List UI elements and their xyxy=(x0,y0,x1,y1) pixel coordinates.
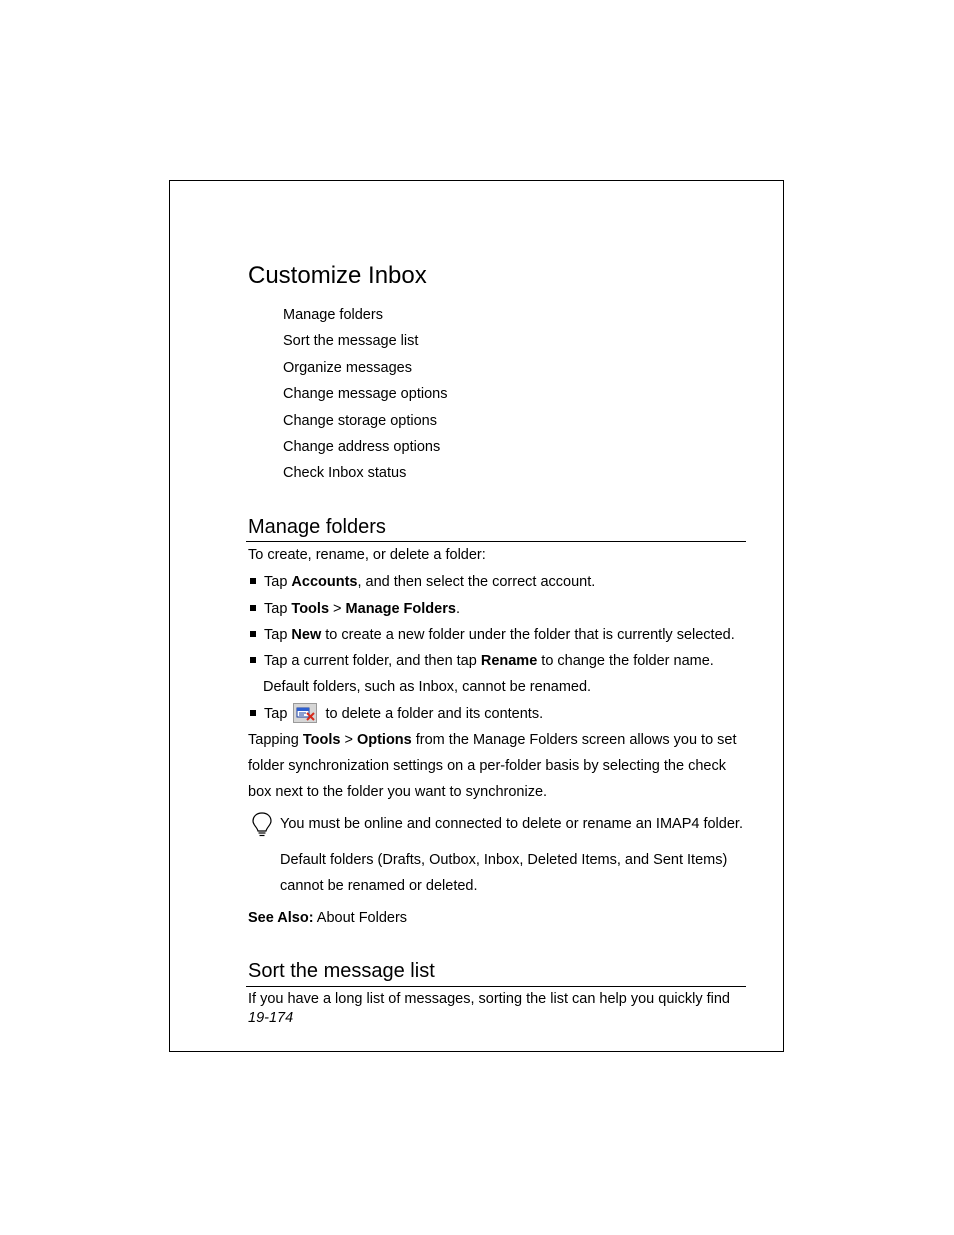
page-title: Customize Inbox xyxy=(248,262,427,289)
toc-item[interactable]: Change address options xyxy=(283,439,441,455)
see-also-label: See Also: xyxy=(248,910,314,926)
delete-folder-icon xyxy=(293,703,317,723)
bullet-continuation: Default folders, such as Inbox, cannot be renamed. xyxy=(263,679,592,695)
see-also xyxy=(248,908,407,928)
bullet-item: Tap Tools > Manage Folders. xyxy=(250,599,460,619)
section-rule xyxy=(246,986,746,987)
bullet-marker xyxy=(250,710,256,716)
section-heading-sort-message-list: Sort the message list xyxy=(248,960,435,982)
lightbulb-icon xyxy=(250,811,274,844)
bullet-item: Tap a current folder, and then tap Rename to change the folder name. xyxy=(250,651,714,671)
page-number: 19-174 xyxy=(248,1010,294,1026)
bullet-item: Tap to delete a folder and its contents. xyxy=(250,703,543,724)
paragraph-line: folder synchronization settings on a per-folder basis by selecting the check xyxy=(248,758,726,774)
paragraph-line: Tapping Tools > Options from the Manage Folders screen allows you to set xyxy=(248,732,737,748)
toc-item[interactable]: Change storage options xyxy=(283,413,437,429)
note-text: cannot be renamed or deleted. xyxy=(280,878,478,894)
paragraph-line: If you have a long list of messages, sorting the list can help you quickly find xyxy=(248,991,730,1007)
ui-term: Accounts xyxy=(291,574,358,590)
intro-text: To create, rename, or delete a folder: xyxy=(248,547,486,563)
ui-term: Manage Folders xyxy=(345,601,456,617)
bullet-marker xyxy=(250,657,256,663)
note-text: You must be online and connected to delete or rename an IMAP4 folder. xyxy=(280,816,743,832)
note-text: Default folders (Drafts, Outbox, Inbox, Deleted Items, and Sent Items) xyxy=(280,852,728,868)
ui-term: Options xyxy=(356,732,412,748)
toc-item[interactable]: Organize messages xyxy=(283,360,412,376)
section-heading-manage-folders: Manage folders xyxy=(248,516,386,538)
toc-item[interactable]: Manage folders xyxy=(283,307,383,323)
bullet-marker xyxy=(250,631,256,637)
ui-term: Tools xyxy=(302,732,341,748)
paragraph-line: box next to the folder you want to synchronize. xyxy=(248,784,548,800)
bullet-item: Tap New to create a new folder under the folder that is currently selected. xyxy=(250,625,735,645)
bullet-marker xyxy=(250,605,256,611)
ui-term: New xyxy=(291,627,322,643)
toc-item[interactable]: Sort the message list xyxy=(283,333,419,349)
see-also-link[interactable]: About Folders xyxy=(313,910,408,926)
ui-term: Rename xyxy=(480,653,538,669)
section-rule xyxy=(246,541,746,542)
ui-term: Tools xyxy=(291,601,330,617)
toc-item[interactable]: Check Inbox status xyxy=(283,465,407,481)
bullet-marker xyxy=(250,578,256,584)
toc-item[interactable]: Change message options xyxy=(283,386,448,402)
bullet-item: Tap Accounts, and then select the correct account. xyxy=(250,572,595,592)
